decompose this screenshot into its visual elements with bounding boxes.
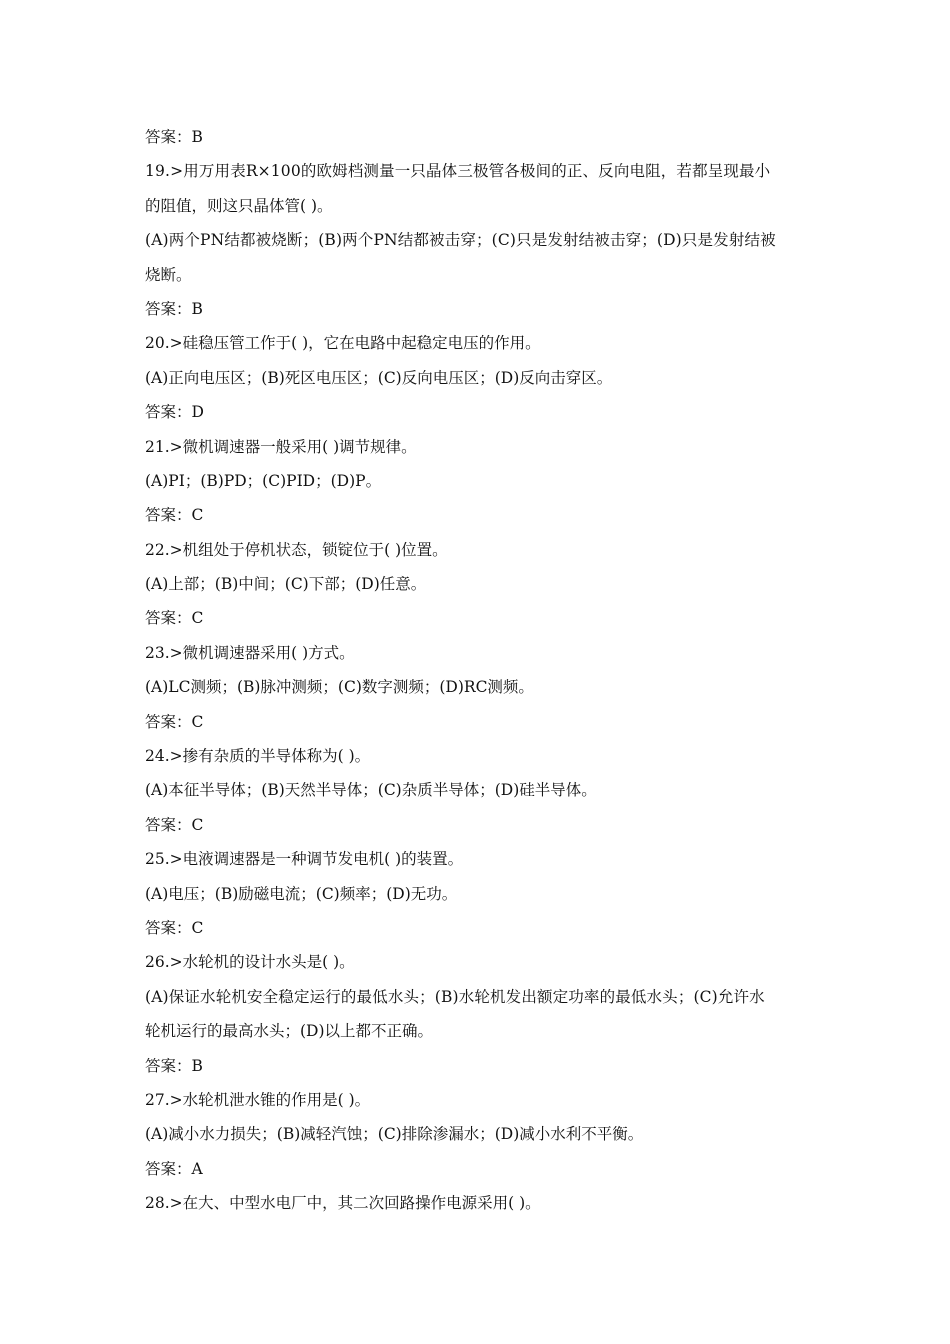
answer-19: 答案：B xyxy=(145,299,203,318)
answer-23: 答案：C xyxy=(145,712,204,731)
options-19-cont: 烧断。 xyxy=(145,265,192,284)
question-26: 26.>水轮机的设计水头是( )。 xyxy=(145,953,355,972)
options-25: (A)电压；(B)励磁电流；(C)频率；(D)无功。 xyxy=(145,884,458,903)
question-19-cont: 的阻值，则这只晶体管( )。 xyxy=(145,196,333,215)
answer-26: 答案：B xyxy=(145,1056,203,1075)
question-25: 25.>电液调速器是一种调节发电机( )的装置。 xyxy=(145,850,464,869)
question-22: 22.>机组处于停机状态，锁锭位于( )位置。 xyxy=(145,540,448,559)
question-20: 20.>硅稳压管工作于( )，它在电路中起稳定电压的作用。 xyxy=(145,334,541,353)
question-24: 24.>掺有杂质的半导体称为( )。 xyxy=(145,747,371,766)
question-19: 19.>用万用表R×100的欧姆档测量一只晶体三极管各极间的正、反向电阻，若都呈现最小 xyxy=(145,162,771,181)
answer-20: 答案：D xyxy=(145,403,204,422)
options-24: (A)本征半导体；(B)天然半导体；(C)杂质半导体；(D)硅半导体。 xyxy=(145,781,597,800)
options-21: (A)PI；(B)PD；(C)PID；(D)P。 xyxy=(145,471,382,490)
question-21: 21.>微机调速器一般采用( )调节规律。 xyxy=(145,437,417,456)
question-23: 23.>微机调速器采用( )方式。 xyxy=(145,643,355,662)
answer-21: 答案：C xyxy=(145,506,204,525)
answer-line: 答案：B xyxy=(145,128,203,146)
question-27: 27.>水轮机泄水锥的作用是( )。 xyxy=(145,1090,371,1109)
options-19: (A)两个PN结都被烧断；(B)两个PN结都被击穿；(C)只是发射结被击穿；(D)只是发射结被 xyxy=(145,231,776,250)
question-28: 28.>在大、中型水电厂中，其二次回路操作电源采用( )。 xyxy=(145,1194,541,1213)
answer-22: 答案：C xyxy=(145,609,204,628)
options-26: (A)保证水轮机安全稳定运行的最低水头；(B)水轮机发出额定功率的最低水头；(C)允许水 xyxy=(145,987,765,1006)
answer-27: 答案：A xyxy=(145,1159,203,1178)
document-page xyxy=(145,120,810,1221)
options-22: (A)上部；(B)中间；(C)下部；(D)任意。 xyxy=(145,575,427,594)
answer-24: 答案：C xyxy=(145,815,204,834)
options-23: (A)LC测频；(B)脉冲测频；(C)数字测频；(D)RC测频。 xyxy=(145,678,534,697)
options-27: (A)减小水力损失；(B)减轻汽蚀；(C)排除渗漏水；(D)减小水利不平衡。 xyxy=(145,1125,644,1144)
options-20: (A)正向电压区；(B)死区电压区；(C)反向电压区；(D)反向击穿区。 xyxy=(145,368,613,387)
answer-25: 答案：C xyxy=(145,918,204,937)
options-26-cont: 轮机运行的最高水头；(D)以上都不正确。 xyxy=(145,1022,434,1041)
